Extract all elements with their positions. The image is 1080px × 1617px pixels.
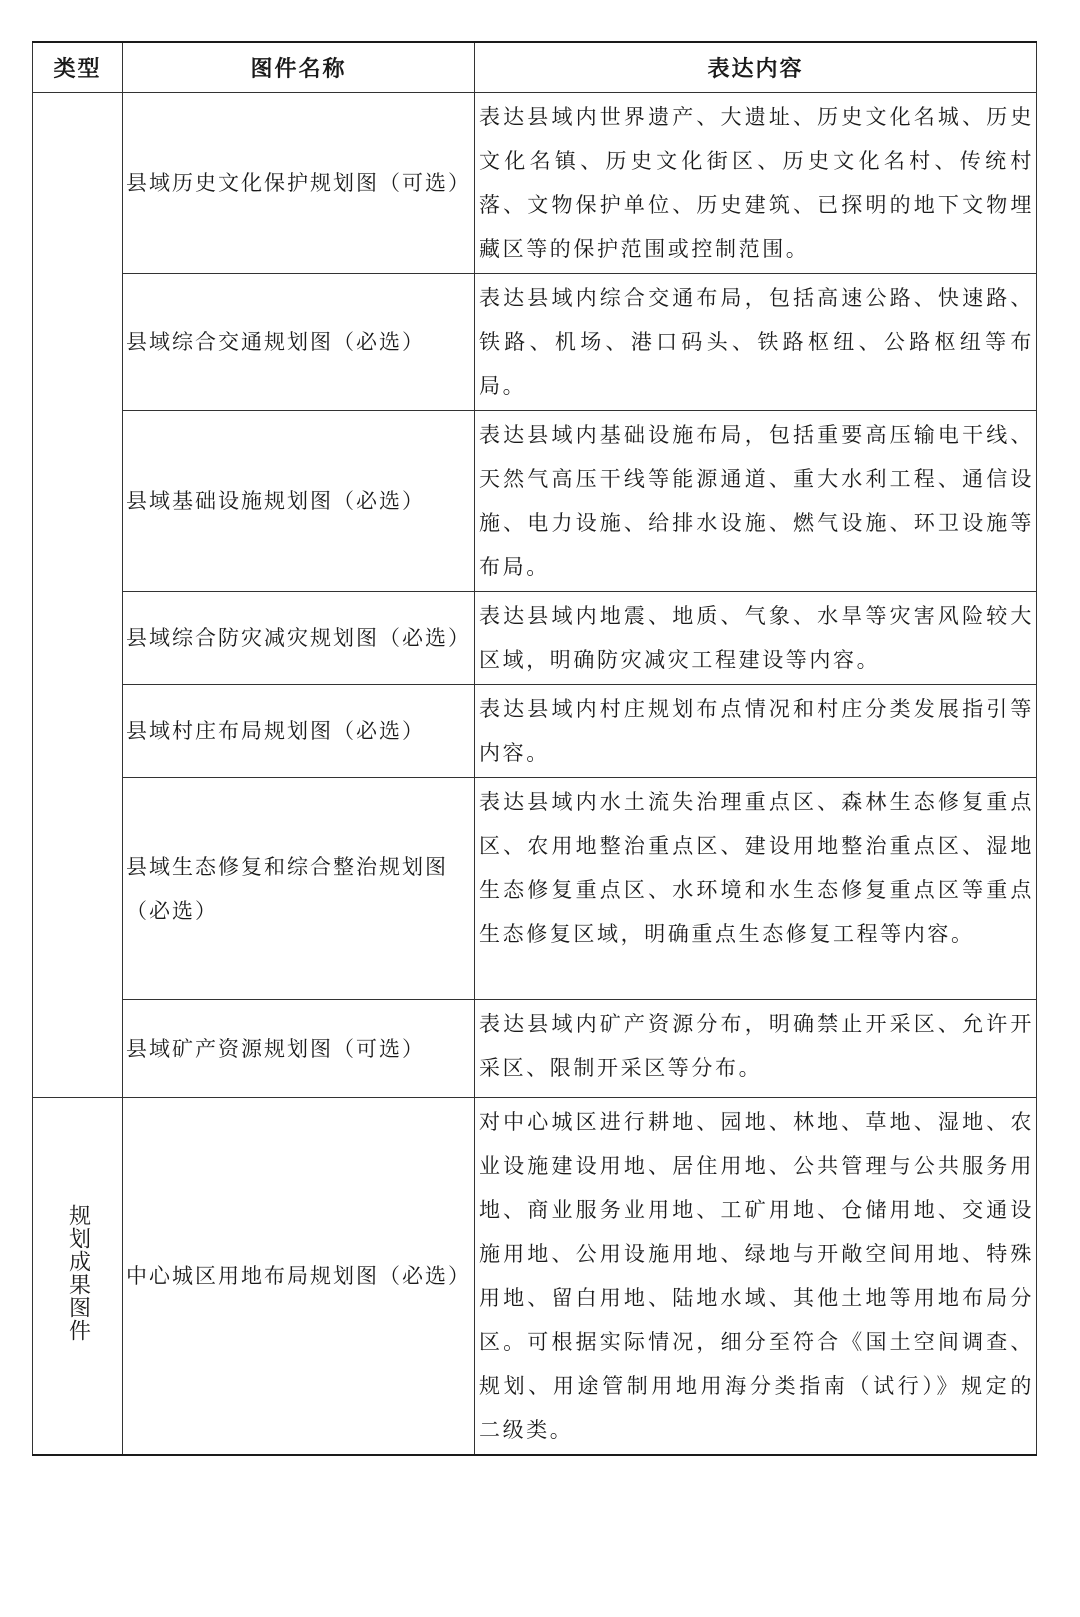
table-row <box>33 93 1037 274</box>
map-name-cell: 县域综合交通规划图（必选） <box>123 274 475 411</box>
table-row <box>33 1000 1037 1098</box>
content-cell: 表达县域内综合交通布局，包括高速公路、快速路、铁路、机场、港口码头、铁路枢纽、公路枢纽等布局。 <box>475 274 1037 411</box>
table-header-row <box>33 42 1037 93</box>
content-cell: 表达县域内地震、地质、气象、水旱等灾害风险较大区域，明确防灾减灾工程建设等内容。 <box>475 592 1037 685</box>
map-name-cell: 县域历史文化保护规划图（可选） <box>123 93 475 274</box>
map-name-cell: 县域村庄布局规划图（必选） <box>123 685 475 778</box>
table-row <box>33 1098 1037 1456</box>
header-type: 类型 <box>33 42 123 93</box>
content-cell: 表达县域内基础设施布局，包括重要高压输电干线、天然气高压干线等能源通道、重大水利工程、通信设施、电力设施、给排水设施、燃气设施、环卫设施等布局。 <box>475 411 1037 592</box>
table-row <box>33 778 1037 1000</box>
map-name-cell: 县域生态修复和综合整治规划图（必选） <box>123 778 475 1000</box>
table-row <box>33 411 1037 592</box>
content-cell: 表达县域内村庄规划布点情况和村庄分类发展指引等内容。 <box>475 685 1037 778</box>
map-name-cell: 县域综合防灾减灾规划图（必选） <box>123 592 475 685</box>
header-content: 表达内容 <box>475 42 1037 93</box>
content-cell: 对中心城区进行耕地、园地、林地、草地、湿地、农业设施建设用地、居住用地、公共管理与公共服务用地、商业服务业用地、工矿用地、仓储用地、交通设施用地、公用设施用地、绿地与开敞空间用地、特殊用地、留白用地、陆地水域、其他土地等用地布局分区。可根据实际情况，细分至符合《国土空间调查、规划、用途管制用地用海分类指南（试行）》规定的二级类。 <box>475 1098 1037 1456</box>
content-cell: 表达县域内水土流失治理重点区、森林生态修复重点区、农用地整治重点区、建设用地整治重点区、湿地生态修复重点区、水环境和水生态修复重点区等重点生态修复区域，明确重点生态修复工程等内容。 <box>475 778 1037 1000</box>
type-label: 规划成果图件 <box>65 1204 91 1342</box>
type-cell-continued <box>33 93 123 1098</box>
table-row <box>33 274 1037 411</box>
map-name-cell: 中心城区用地布局规划图（必选） <box>123 1098 475 1456</box>
content-cell: 表达县域内世界遗产、大遗址、历史文化名城、历史文化名镇、历史文化街区、历史文化名村、传统村落、文物保护单位、历史建筑、已探明的地下文物埋藏区等的保护范围或控制范围。 <box>475 93 1037 274</box>
table-row <box>33 685 1037 778</box>
map-name-cell: 县域矿产资源规划图（可选） <box>123 1000 475 1098</box>
table-row <box>33 592 1037 685</box>
map-name-cell: 县域基础设施规划图（必选） <box>123 411 475 592</box>
content-cell: 表达县域内矿产资源分布，明确禁止开采区、允许开采区、限制开采区等分布。 <box>475 1000 1037 1098</box>
header-map-name: 图件名称 <box>123 42 475 93</box>
type-cell-planning-outputs <box>33 1098 123 1456</box>
planning-maps-table <box>32 41 1037 1456</box>
